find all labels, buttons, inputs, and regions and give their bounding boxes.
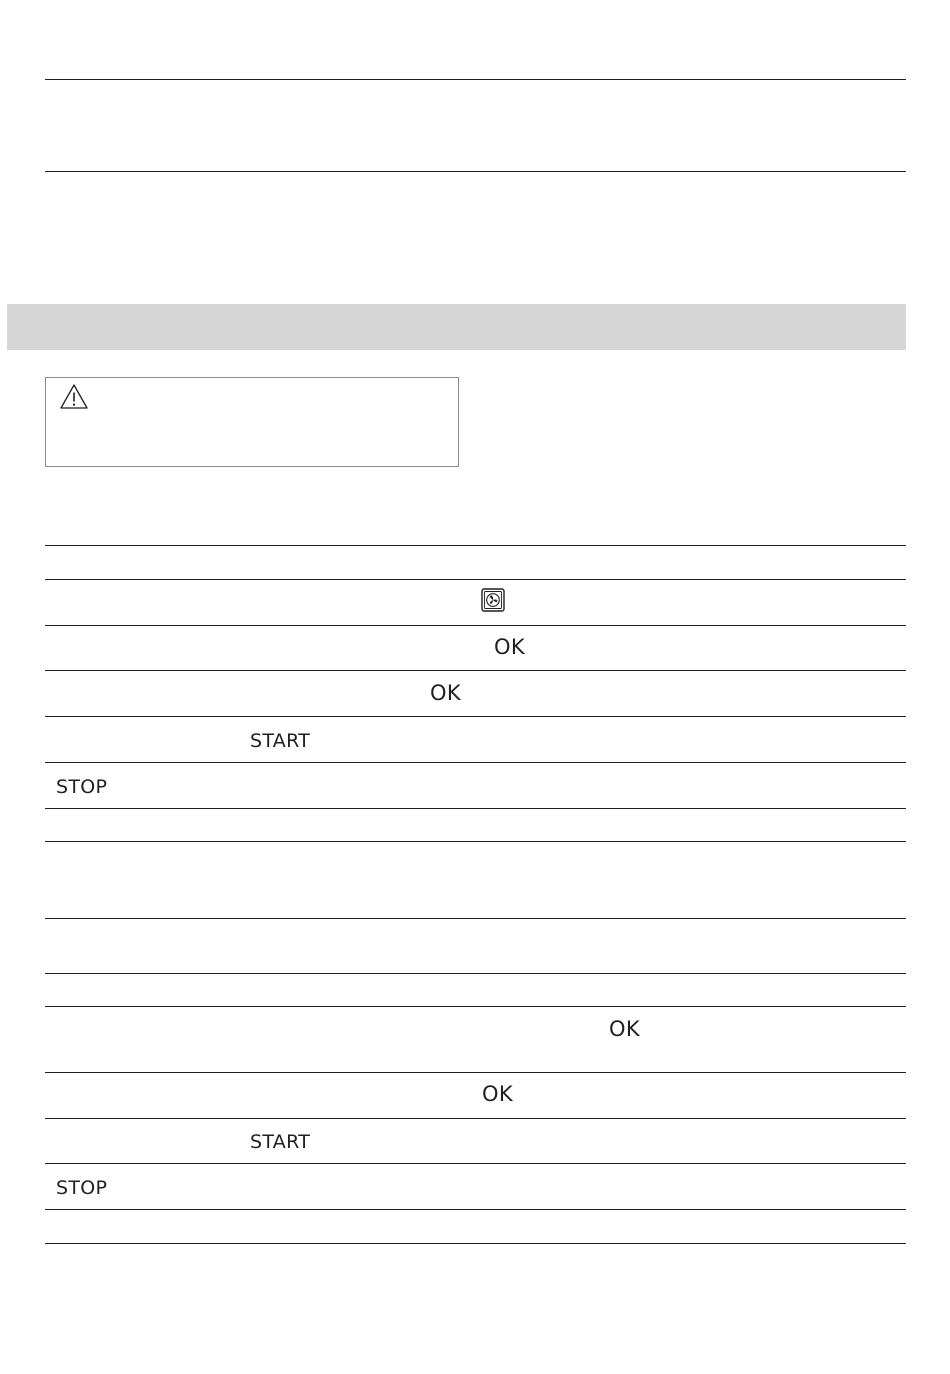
table-rule (45, 918, 906, 919)
start-key-label: START (250, 730, 311, 752)
ok-key-label: OK (482, 1082, 513, 1106)
ok-key-label: OK (430, 681, 461, 705)
fan-key-icon (481, 588, 505, 612)
warning-box (45, 377, 459, 467)
warning-triangle-icon (59, 383, 89, 411)
table-rule (45, 762, 906, 763)
stop-key-label: STOP (56, 1177, 108, 1199)
table-rule (45, 579, 906, 580)
ok-key-label: OK (609, 1017, 640, 1041)
section-heading-bar (7, 304, 906, 350)
table-rule (45, 1118, 906, 1119)
table-rule (45, 1072, 906, 1073)
table-rule (45, 841, 906, 842)
table-rule (45, 1243, 906, 1244)
table-rule (45, 670, 906, 671)
ok-key-label: OK (494, 635, 525, 659)
table-rule (45, 1209, 906, 1210)
start-key-label: START (250, 1131, 311, 1153)
table-rule (45, 1163, 906, 1164)
table-rule (45, 716, 906, 717)
table-rule (45, 808, 906, 809)
table-rule (45, 1006, 906, 1007)
divider (45, 171, 906, 172)
divider (45, 79, 906, 80)
table-rule (45, 625, 906, 626)
table-rule (45, 973, 906, 974)
table-rule (45, 545, 906, 546)
stop-key-label: STOP (56, 776, 108, 798)
